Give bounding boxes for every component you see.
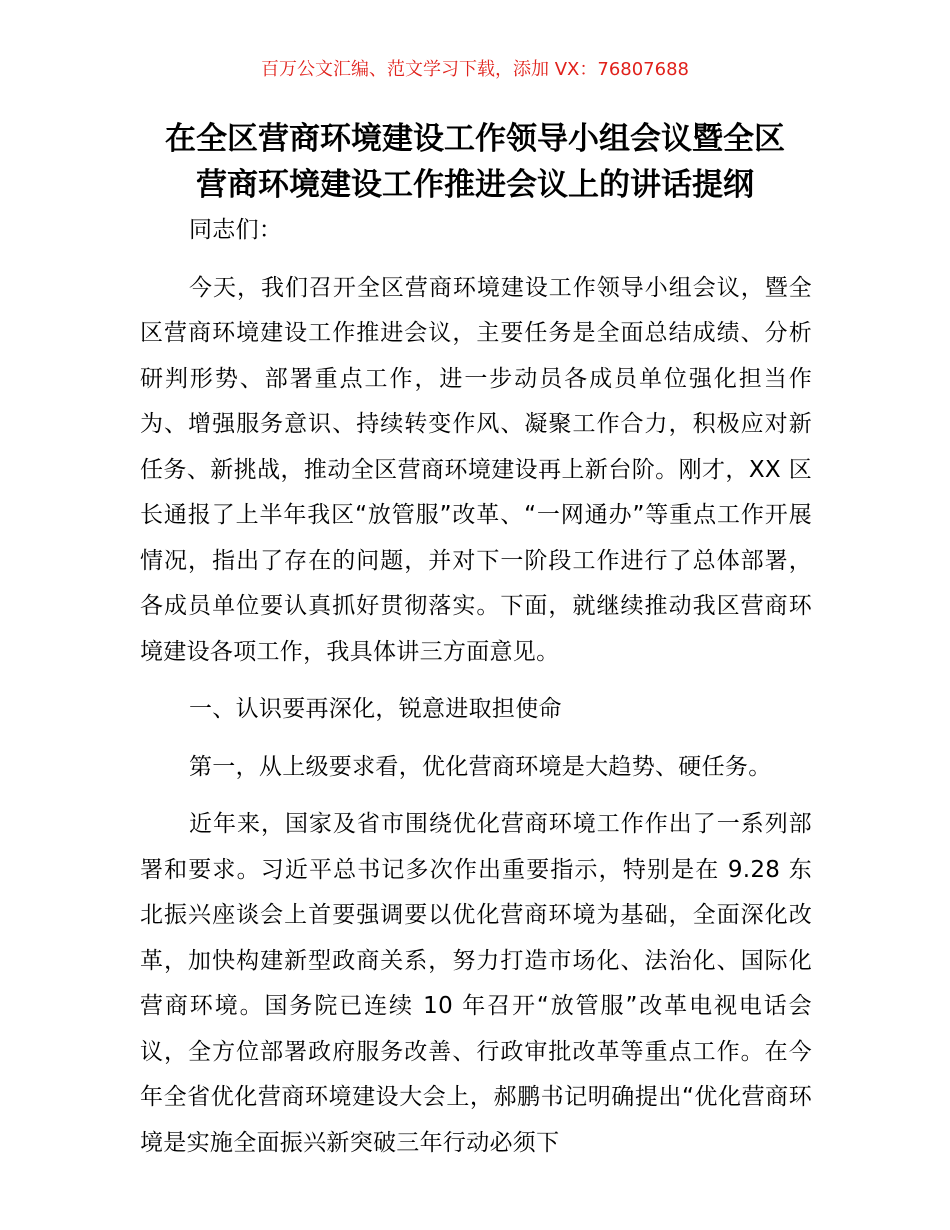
header-note: 百万公文汇编、范文学习下载，添加 VX：76807688 (261, 59, 689, 80)
document-title (60, 116, 890, 208)
subheading-1: 第一，从上级要求看，优化营商环境是大趋势、硬任务。 (189, 753, 772, 780)
section-heading-1: 一、认识要再深化，锐意进取担使命 (189, 696, 562, 722)
salutation: 同志们： (189, 217, 283, 243)
title-line-1: 在全区营商环境建设工作领导小组会议暨全区 (165, 121, 785, 157)
body-paragraph: 近年来，国家及省市围绕优化营商环境工作作出了一系列部署和要求。习近平总书记多次作出重要指示，特别是在 9.28 东北振兴座谈会上首要强调要以优化营商环境为基础，全面深化改革，加快构建新型政商关系，努力打造市场化、法治化、国际化营商环境。国务院已连续 10 年召开“放管服”改革电视电话会议，全方位部署政府服务改善、行政审批改革等重点工作。在今年全省优化营商环境建设大会上，郝鹏书记明确提出“优化营商环境是实施全面振兴新突破三年行动必须下 (140, 811, 812, 1156)
document-body (140, 208, 812, 1166)
intro-paragraph: 今天，我们召开全区营商环境建设工作领导小组会议，暨全区营商环境建设工作推进会议，主要任务是全面总结成绩、分析研判形势、部署重点工作，进一步动员各成员单位强化担当作为、增强服务意识、持续转变作风、凝聚工作合力，积极应对新任务、新挑战，推动全区营商环境建设再上新台阶。刚才，XX 区长通报了上半年我区“放管服”改革、“一网通办”等重点工作开展情况，指出了存在的问题，并对下一阶段工作进行了总体部署，各成员单位要认真抓好贯彻落实。下面，就继续推动我区营商环境建设各项工作，我具体讲三方面意见。 (140, 274, 812, 665)
title-line-2: 营商环境建设工作推进会议上的讲话提纲 (196, 167, 754, 203)
